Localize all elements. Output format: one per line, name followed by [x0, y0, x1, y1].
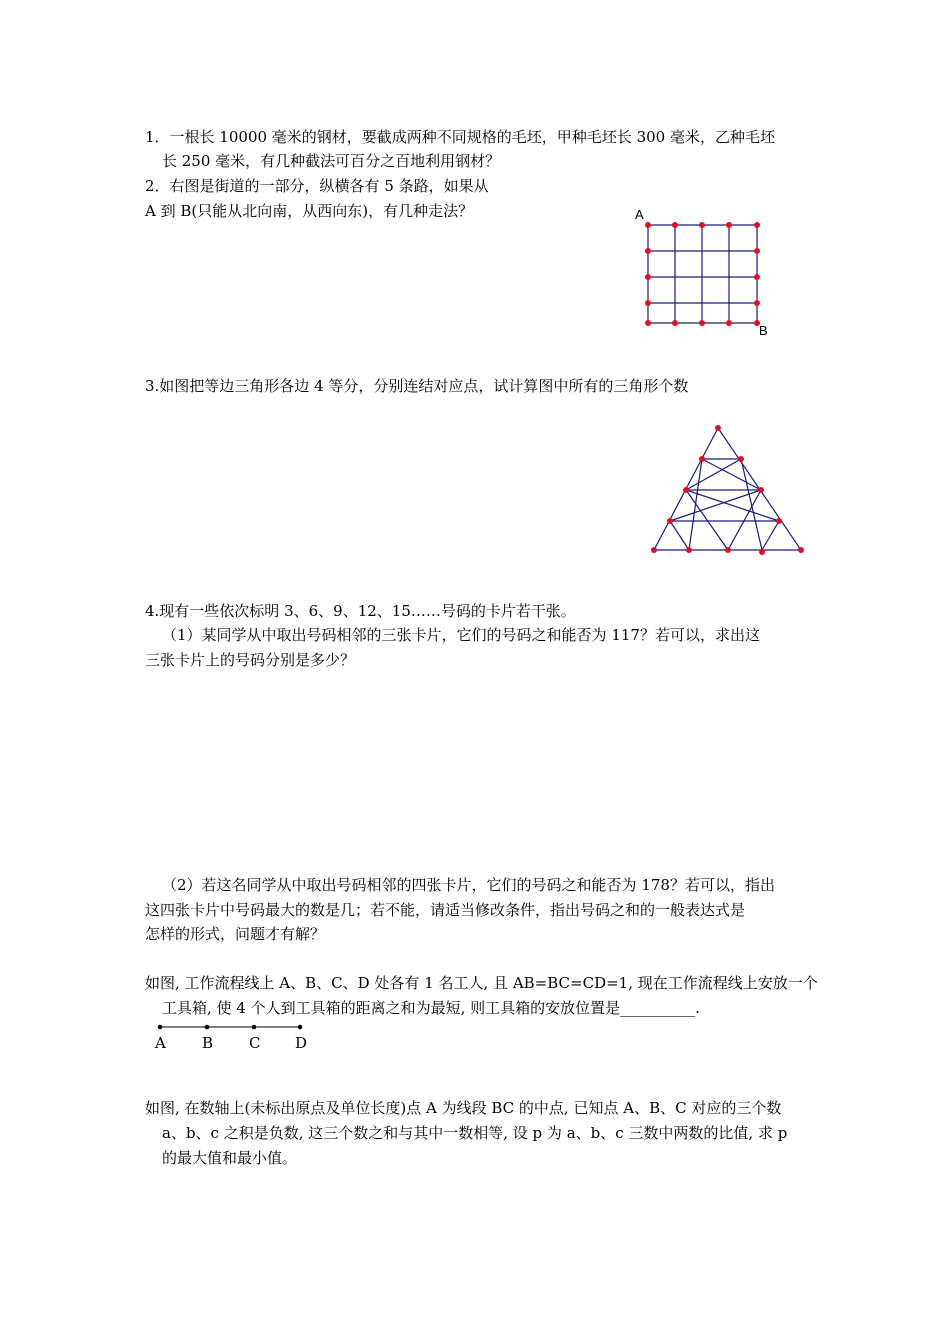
q4-part2-line1: （2）若这名同学从中取出号码相邻的四张卡片，它们的号码之和能否为 178？若可以，指出 [162, 876, 775, 894]
q5-line1: 如图, 工作流程线上 A、B、C、D 处各有 1 名工人, 且 AB=BC=CD=1, 现在工作流程线上安放一个 [145, 974, 818, 992]
q2-line2: A 到 B(只能从北向南，从西向东)，有几种走法？ [145, 202, 474, 220]
point-label-a: A [155, 1034, 166, 1052]
street-grid-figure [625, 205, 785, 340]
point-d-dot [298, 1025, 303, 1030]
q4-part2-line2: 这四张卡片中号码最大的数是几；若不能，请适当修改条件，指出号码之和的一般表达式是 [145, 901, 746, 919]
q4-intro: 4.现有一些依次标明 3、6、9、12、15……号码的卡片若干张。 [145, 602, 576, 620]
point-label-b: B [202, 1034, 214, 1052]
point-label-d: D [295, 1034, 308, 1052]
q4-part1-line1: （1）某同学从中取出号码相邻的三张卡片，它们的号码之和能否为 117？若可以，求出这 [162, 626, 760, 644]
q4-part2-line3: 怎样的形式，问题才有解？ [145, 925, 326, 943]
q6-line2: a、b、c 之积是负数, 这三个数之和与其中一数相等, 设 p 为 a、b、c 三数中两数的比值, 求 p [162, 1124, 788, 1142]
point-label-c: C [249, 1034, 261, 1052]
q6-line3: 的最大值和最小值。 [162, 1149, 298, 1167]
q2-line1: 2．右图是街道的一部分，纵横各有 5 条路，如果从 [145, 177, 489, 195]
grid-lines [648, 225, 757, 323]
q4-part1-line2: 三张卡片上的号码分别是多少？ [145, 651, 356, 669]
q6-line1: 如图, 在数轴上(未标出原点及单位长度)点 A 为线段 BC 的中点, 已知点 A、B、C 对应的三个数 [145, 1099, 782, 1117]
q1-line2: 长 250 毫米，有几种截法可百分之百地利用钢材？ [162, 152, 501, 170]
point-c-dot [252, 1025, 257, 1030]
triangle-lines [654, 428, 801, 550]
q1-line1: 1．一根长 10000 毫米的钢材，要截成两种不同规格的毛坯，甲种毛坯长 300 毫米，乙种毛坯 [145, 128, 775, 146]
point-a-dot [158, 1025, 163, 1030]
point-b-dot [205, 1025, 210, 1030]
grid-label-b: B [759, 323, 768, 338]
grid-label-a: A [635, 207, 644, 222]
triangle-figure [645, 420, 810, 560]
q5-line2: 工具箱, 使 4 个人到工具箱的距离之和为最短, 则工具箱的安放位置是__________. [162, 999, 700, 1017]
q3-line1: 3.如图把等边三角形各边 4 等分，分别连结对应点，试计算图中所有的三角形个数 [145, 377, 689, 395]
workflow-line-figure [150, 1018, 320, 1058]
